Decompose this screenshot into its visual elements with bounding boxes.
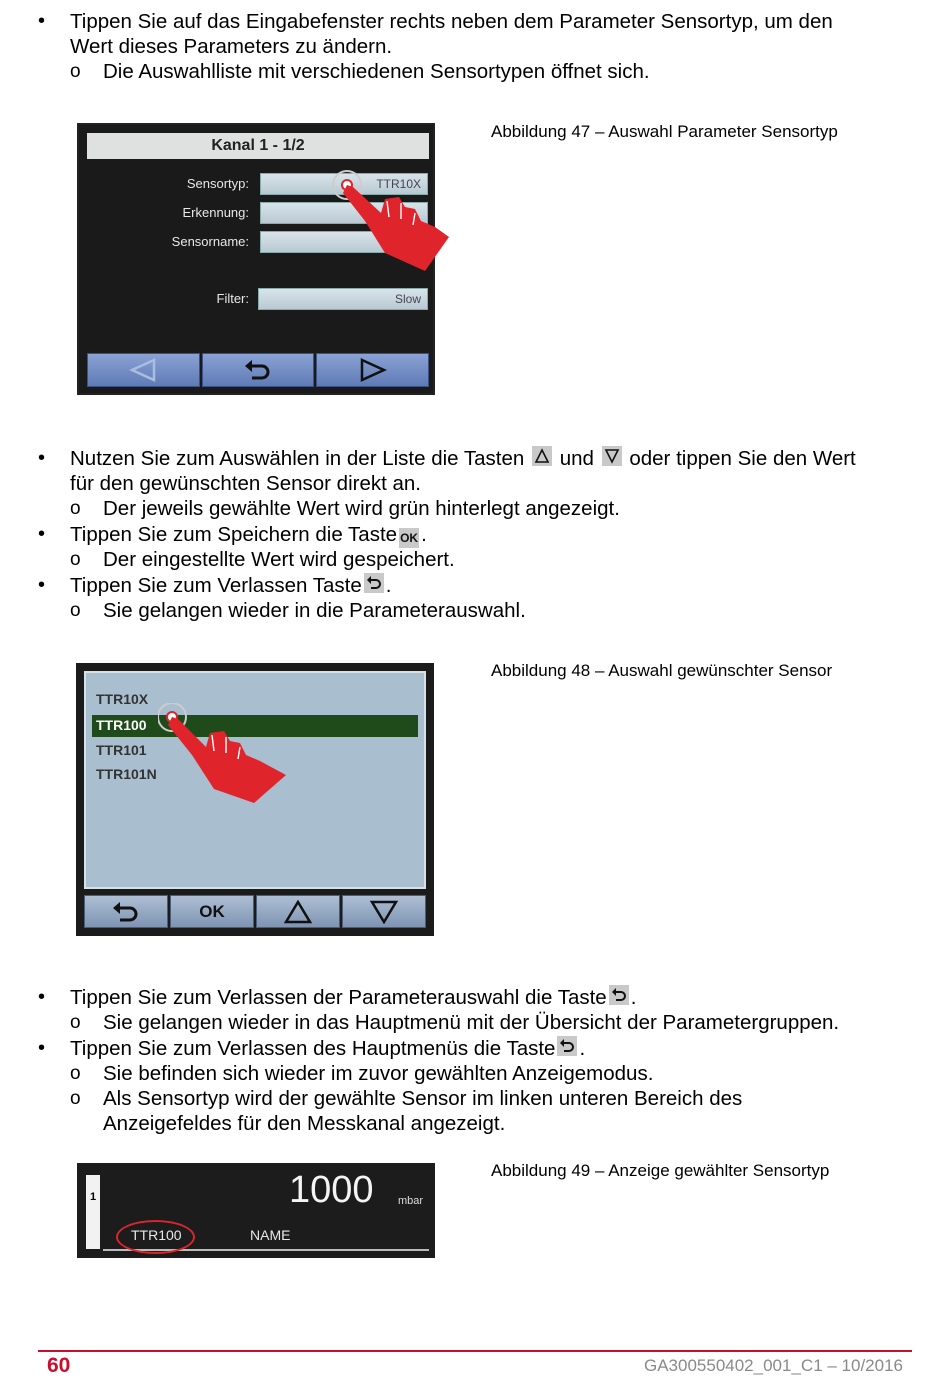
text-segment: Tippen Sie zum Verlassen des Hauptmenüs die Taste [70, 1037, 556, 1060]
return-key-icon [557, 1036, 577, 1056]
figure-48-caption: Abbildung 48 – Auswahl gewünschter Sensor [491, 661, 833, 680]
sensor-type-label: TTR100 [131, 1227, 182, 1243]
text-segment: . [579, 1037, 586, 1060]
sub-bullet-marker: o [70, 498, 81, 519]
list-item-ttr100[interactable]: TTR100 [96, 717, 147, 733]
list-item-ttr101[interactable]: TTR101 [96, 742, 147, 758]
sub-bullet-marker: o [70, 1012, 81, 1033]
channel-number: 1 [86, 1175, 100, 1249]
list-item-ttr101n[interactable]: TTR101N [96, 766, 157, 782]
text-segment: . [385, 574, 392, 597]
back-button[interactable] [202, 353, 315, 387]
return-key-icon [609, 985, 629, 1005]
screen-title: Kanal 1 - 1/2 [87, 133, 429, 159]
sub-bullet-marker: o [70, 61, 81, 82]
bullet-marker: • [38, 574, 46, 596]
sensortyp-field[interactable]: TTR10X [260, 173, 428, 195]
down-triangle-key-icon [602, 446, 622, 466]
sub-bullet-marker: o [70, 1088, 81, 1109]
text-line: Wert dieses Parameters zu ändern. [70, 35, 393, 58]
bullet-marker: • [38, 1037, 46, 1059]
text-line: Sie befinden sich wieder im zuvor gewählten Anzeigemodus. [103, 1062, 654, 1085]
label-filter: Filter: [216, 291, 249, 306]
bullet-marker: • [38, 523, 46, 545]
text-line [70, 522, 427, 548]
text-segment: . [630, 986, 637, 1009]
triangle-down-icon [369, 900, 399, 924]
tapping-hand-icon [325, 163, 465, 273]
sub-bullet-marker: o [70, 549, 81, 570]
label-erkennung: Erkennung: [182, 205, 249, 220]
text-line [70, 1036, 585, 1061]
triangle-right-icon [358, 358, 388, 382]
return-arrow-icon [243, 358, 273, 382]
bullet-marker: • [38, 10, 46, 32]
up-button[interactable] [256, 895, 340, 928]
filter-field[interactable]: Slow [258, 288, 428, 310]
back-button[interactable] [84, 895, 168, 928]
highlight-ellipse [116, 1220, 195, 1254]
figure-48-sensor-list-screen [76, 663, 434, 936]
text-segment: . [421, 523, 427, 546]
sensor-name-label: NAME [250, 1227, 291, 1243]
footer-divider [38, 1350, 912, 1352]
text-line [70, 985, 636, 1010]
text-line: Tippen Sie auf das Eingabefenster rechts neben dem Parameter Sensortyp, um den [70, 10, 833, 33]
text-line: Der eingestellte Wert wird gespeichert. [103, 548, 455, 571]
ok-key-icon: OK [399, 528, 419, 548]
text-line [70, 446, 856, 471]
previous-button[interactable] [87, 353, 200, 387]
text-line: Als Sensortyp wird der gewählte Sensor im linken unteren Bereich des [103, 1087, 743, 1110]
triangle-up-icon [283, 900, 313, 924]
ok-button[interactable]: OK [170, 895, 254, 928]
page-number: 60 [47, 1354, 71, 1377]
label-sensortyp: Sensortyp: [186, 176, 249, 191]
sub-bullet-marker: o [70, 600, 81, 621]
text-line: Sie gelangen wieder in das Hauptmenü mit der Übersicht der Parametergruppen. [103, 1011, 840, 1034]
figure-49-measurement-display [77, 1163, 435, 1258]
triangle-left-icon [128, 358, 158, 382]
text-line [70, 573, 391, 598]
text-line: Die Auswahlliste mit verschiedenen Sensortypen öffnet sich. [103, 60, 650, 83]
text-segment: Tippen Sie zum Verlassen Taste [70, 574, 362, 597]
text-line: Der jeweils gewählte Wert wird grün hinterlegt angezeigt. [103, 497, 620, 520]
figure-47-channel-settings-screen [77, 123, 435, 395]
text-line: Sie gelangen wieder in die Parameterauswahl. [103, 599, 526, 622]
tapping-hand-icon [158, 703, 298, 813]
text-line: Anzeigefeldes für den Messkanal angezeigt. [103, 1112, 506, 1135]
text-segment: und [559, 447, 594, 470]
label-sensorname: Sensorname: [171, 234, 249, 249]
measured-value: 1000 [289, 1169, 374, 1211]
figure-47-caption: Abbildung 47 – Auswahl Parameter Sensortyp [491, 122, 838, 141]
pressure-unit: mbar [398, 1195, 424, 1207]
text-line: für den gewünschten Sensor direkt an. [70, 472, 421, 495]
navigation-bar [84, 895, 426, 928]
return-arrow-icon [111, 900, 141, 924]
next-button[interactable] [316, 353, 429, 387]
text-segment: oder tippen Sie den Wert [629, 447, 856, 470]
text-segment: Tippen Sie zum Verlassen der Parameterauswahl die Taste [70, 986, 607, 1009]
list-item-ttr10x[interactable]: TTR10X [96, 691, 149, 707]
down-button[interactable] [342, 895, 426, 928]
text-segment: Tippen Sie zum Speichern die Taste [70, 523, 398, 546]
bullet-marker: • [38, 447, 46, 469]
sub-bullet-marker: o [70, 1063, 81, 1084]
navigation-bar [87, 353, 429, 387]
up-triangle-key-icon [532, 446, 552, 466]
document-id: GA300550402_001_C1 – 10/2016 [643, 1356, 903, 1375]
text-segment: Nutzen Sie zum Auswählen in der Liste die Tasten [70, 447, 525, 470]
return-key-icon [364, 573, 384, 593]
figure-49-caption: Abbildung 49 – Anzeige gewählter Sensortyp [491, 1161, 830, 1180]
bullet-marker: • [38, 986, 46, 1008]
